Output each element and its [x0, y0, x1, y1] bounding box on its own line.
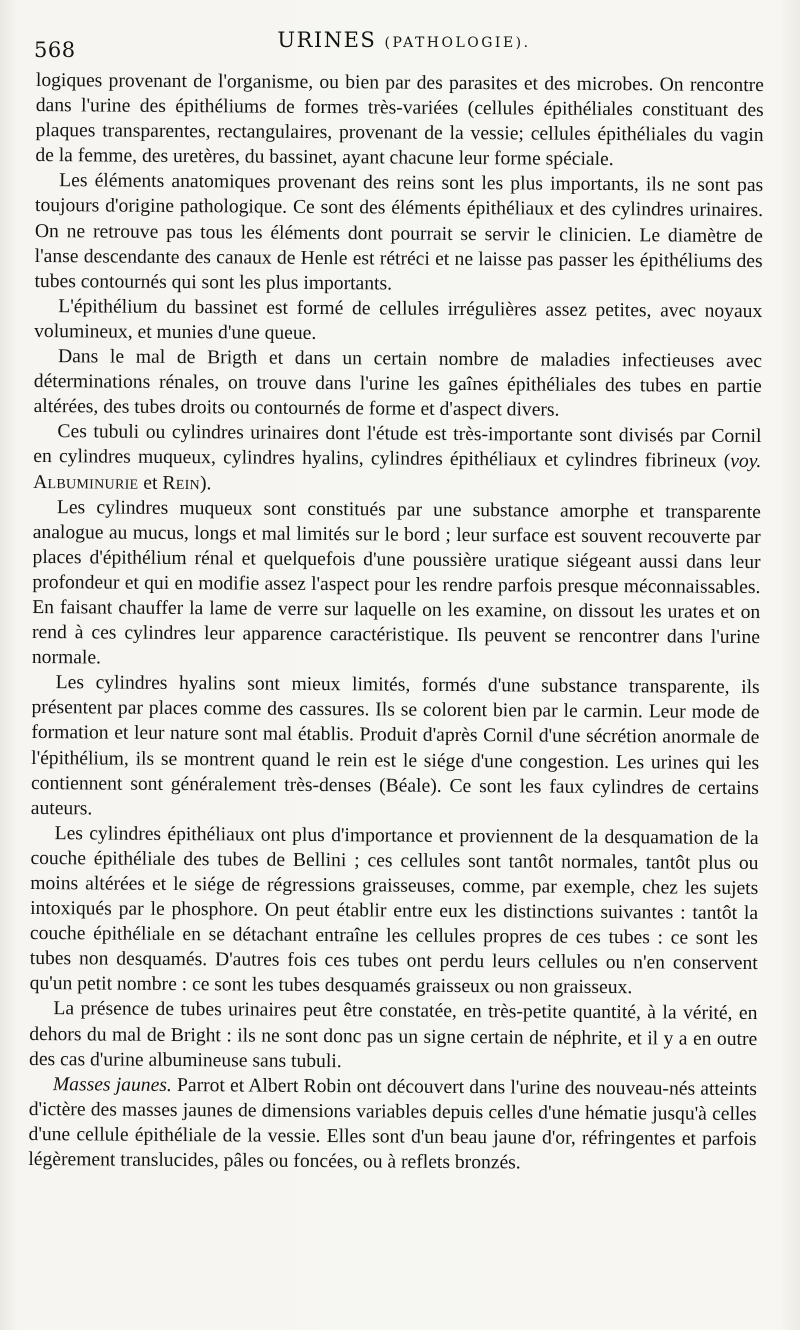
body-text — [28, 68, 764, 1177]
running-head — [34, 20, 774, 60]
header-title-main: URINES — [277, 28, 377, 52]
paragraph-masses-jaunes — [28, 1072, 757, 1177]
paragraph-tubuli — [33, 419, 762, 499]
voy-abbrev: voy. — [730, 451, 762, 473]
paragraph-continued: logiques provenant de l'organisme, ou bien par des parasites et des microbes. On rencontre dans l'urine des épithéliums de formes très-variées (cellules épithéliales constituant des plaques transparentes, rectangulaires, provenant de la vessie; cellules épithéliales du vagin de la femme, des uretères, du bassinet, ayant chacune leur forme spéciale. — [35, 69, 764, 171]
paragraph-tubes-urinaires: La présence de tubes urinaires peut être constatée, en très-petite quantité, à la vérité, en dehors du mal de Bright : ils ne sont donc pas un signe certain de néphrite, et il y a en outre des cas d'urine albumineuse sans tubuli. — [29, 998, 758, 1072]
header-title-subtitle: (PATHOLOGIE). — [384, 35, 531, 51]
header-title — [34, 28, 774, 52]
paragraph-cylindres-hyalins: Les cylindres hyalins sont mieux limités, formés d'une substance transparente, ils présentent par places comme des cassures. Ils se colorent bien par le carmin. Leur mode de formation et leur nature sont mal établis. Produit d'après Cornil d'une sécrétion anormale de l'épithélium, ils se montrent quand le rein est le siége d'une congestion. Les urines qui les contiennent sont généralement très-denses (Béale). Ce sont les faux cylindres de certains auteurs. — [30, 672, 760, 820]
paragraph-bassinet: L'épithélium du bassinet est formé de cellules irrégulières assez petites, avec noyaux volumineux, et munies d'une queue. — [34, 296, 763, 344]
paragraph-bright: Dans le mal de Brigth et dans un certain nombre de maladies infectieuses avec déterminations rénales, on trouve dans l'urine les gaînes épithéliales des tubes en partie altérées, des tubes droits ou contournés de forme et d'aspect divers. — [33, 346, 763, 421]
cross-ref-conjunction: et — [138, 472, 163, 494]
paragraph-cylindres-epitheliaux: Les cylindres épithéliaux ont plus d'importance et proviennent de la desquamation de la couche épithéliale des tubes de Bellini ; ces cellules sont tantôt normales, tantôt plus ou moins altérées et le siége de régressions graisseuses, comme, par exemple, chez les sujets intoxiqués par le phosphore. On peut établir entre eux les distinctions suivantes : tantôt la couche épithéliale en se détachant entraîne les cellules propres de ces tubes : ce sont les tubes non desquamés. D'autres fois ces tubes ont perdu leurs cellules ou n'en conservent qu'un petit nombre : ce sont les tubes desquamés graisseux ou non graisseux. — [29, 822, 759, 999]
masses-jaunes-text: Parrot et Albert Robin ont découvert dans l'urine des nouveau-nés atteints d'ictère des masses jaunes de dimensions variables depuis celles d'une hématie jusqu'à celles d'une cellule épithéliale de la vessie. Elles sont d'un beau jaune d'or, réfringentes et parfois légèrement translucides, pâles ou foncées, ou à reflets bronzés. — [28, 1074, 757, 1174]
paragraph-cylindres-muqueux: Les cylindres muqueux sont constitués par une substance amorphe et transparente analogue au mucus, longs et mal limités sur le bord ; leur surface est souvent recouverte par places d'épithélium rénal et quelquefois d'une poussière uratique siégeant aussi dans leur profondeur et qui en modifie assez l'aspect pour les rendre parfois presque méconnaissables. En faisant chauffer la lame de verre sur laquelle on les examine, on dissout les urates et on rend à ces cylindres leur apparence caractéristique. Ils peuvent se rencontrer dans l'urine normale. — [31, 496, 761, 669]
tubuli-text-end: ). — [199, 472, 212, 494]
tubuli-text: Ces tubuli ou cylindres urinaires dont l'étude est très-importante sont divisés par Cornil en cylindres muqueux, cylindres hyalins, cylindres épithéliaux et cylindres fibrineux ( — [33, 421, 762, 473]
page-number: 568 — [34, 38, 76, 62]
paragraph-renal-elements: Les éléments anatomiques provenant des reins sont les plus importants, ils ne sont pas toujours d'origine pathologique. Ce sont des éléments épithéliaux et des cylindres urinaires. On ne retrouve pas tous les éléments dont pourrait se servir le clinicien. Le diamètre de l'anse descendante des canaux de Henle est rétréci et ne laisse pas passer les épithéliums des tubes contournés qui sont les plus importants. — [34, 170, 764, 295]
cross-ref-albuminurie[interactable]: Albuminurie — [33, 471, 139, 494]
section-heading-masses-jaunes: Masses jaunes. — [52, 1073, 172, 1096]
cross-ref-rein[interactable]: Rein — [162, 472, 201, 494]
